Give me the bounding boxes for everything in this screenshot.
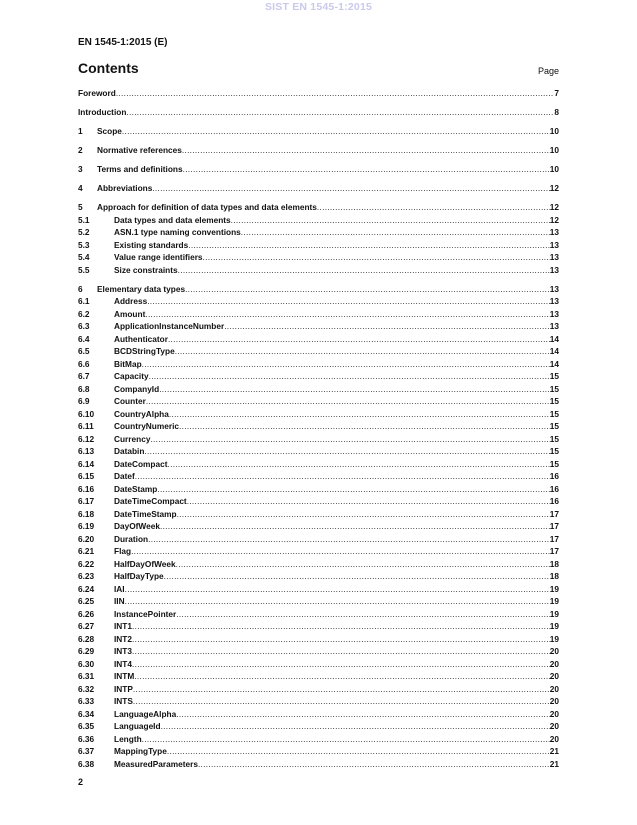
toc-entry-number: 6.10	[78, 408, 95, 419]
toc-entry-number: 3	[78, 164, 83, 174]
toc-leader-dots	[152, 182, 549, 195]
toc-entry-number: 6.34	[78, 708, 95, 719]
toc-entry[interactable]	[78, 483, 559, 496]
toc-entry[interactable]	[78, 570, 559, 583]
toc-entry-title: Duration	[114, 533, 149, 544]
toc-entry[interactable]	[78, 358, 559, 371]
toc-entry-page: 7	[554, 88, 559, 98]
toc-entry[interactable]	[78, 163, 559, 176]
toc-leader-dots	[167, 745, 550, 758]
toc-entry-title: Value range identifiers	[114, 252, 203, 262]
toc-entry[interactable]	[78, 182, 559, 195]
toc-entry-title: INT2	[114, 633, 132, 644]
toc-entry-page: 16	[549, 483, 559, 494]
page-number: 2	[78, 777, 84, 787]
toc-entry-title: DateStamp	[114, 483, 158, 494]
toc-entry-page: 19	[549, 621, 559, 631]
toc-entry-page: 20	[549, 696, 559, 706]
toc-entry[interactable]	[78, 383, 559, 396]
toc-entry-page: 20	[549, 721, 559, 731]
toc-leader-dots	[132, 645, 550, 658]
toc-entry-title: DateCompact	[114, 458, 168, 469]
toc-entry-title: Data types and data elements	[114, 214, 231, 225]
toc-entry-number: 6.17	[78, 496, 95, 506]
toc-entry-page: 13	[549, 227, 559, 237]
toc-entry[interactable]	[78, 670, 559, 683]
toc-entry[interactable]	[78, 458, 559, 471]
toc-leader-dots	[187, 495, 550, 508]
toc-entry-title: IAI	[114, 583, 125, 594]
toc-entry-page: 13	[549, 321, 559, 331]
toc-entry-title: HalfDayType	[114, 571, 164, 581]
toc-entry-title: Datef	[114, 471, 135, 481]
toc-entry-number: 6.13	[78, 446, 95, 456]
toc-entry-title: Introduction	[78, 107, 127, 117]
toc-leader-dots	[167, 458, 549, 471]
toc-entry-page: 19	[549, 608, 559, 619]
toc-entry-title: INTS	[114, 696, 133, 706]
toc-entry-page: 10	[549, 164, 559, 174]
toc-entry-page: 15	[549, 371, 559, 381]
toc-entry[interactable]	[78, 733, 559, 746]
toc-entry[interactable]	[78, 370, 559, 383]
toc-entry-number: 6.25	[78, 596, 95, 606]
toc-entry-number: 6.9	[78, 396, 90, 406]
toc-entry[interactable]	[78, 645, 559, 658]
toc-leader-dots	[175, 345, 550, 358]
toc-entry-page: 20	[549, 733, 559, 744]
toc-entry[interactable]	[78, 520, 559, 533]
toc-leader-dots	[144, 445, 549, 458]
toc-entry[interactable]	[78, 608, 559, 621]
toc-entry-page: 13	[549, 252, 559, 262]
toc-entry-page: 19	[549, 633, 559, 644]
toc-entry-title: Abbreviations	[97, 183, 153, 193]
toc-entry[interactable]	[78, 633, 559, 646]
toc-entry-number: 6.21	[78, 546, 95, 556]
toc-entry-number: 5.5	[78, 264, 90, 275]
toc-entry-title: CountryNumeric	[114, 421, 180, 431]
toc-leader-dots	[176, 608, 550, 621]
toc-entry-number: 5.2	[78, 227, 90, 237]
toc-leader-dots	[185, 283, 550, 296]
toc-entry-title: DateTimeStamp	[114, 508, 177, 519]
toc-entry-page: 12	[549, 214, 559, 225]
toc-entry-title: INT4	[114, 658, 132, 669]
toc-entry[interactable]	[78, 251, 559, 264]
toc-leader-dots	[241, 226, 550, 239]
toc-entry-number: 6.6	[78, 358, 90, 369]
toc-entry-number: 6.30	[78, 658, 95, 669]
toc-leader-dots	[133, 683, 550, 696]
toc-entry-page: 13	[549, 239, 559, 250]
toc-entry[interactable]	[78, 106, 559, 119]
toc-entry-number: 6.5	[78, 346, 90, 356]
toc-leader-dots	[132, 633, 550, 646]
toc-entry-number: 5.4	[78, 252, 90, 262]
toc-entry-title: BitMap	[114, 358, 142, 369]
toc-leader-dots	[125, 583, 550, 596]
toc-entry-number: 6.15	[78, 471, 95, 481]
toc-entry-number: 6.36	[78, 733, 95, 744]
toc-entry-number: 6.24	[78, 583, 95, 594]
toc-entry[interactable]	[78, 708, 559, 721]
toc-entry[interactable]	[78, 445, 559, 458]
toc-entry-number: 6.26	[78, 608, 95, 619]
toc-entry[interactable]	[78, 308, 559, 321]
toc-entry[interactable]	[78, 583, 559, 596]
toc-leader-dots	[182, 144, 550, 157]
toc-leader-dots	[168, 333, 550, 346]
toc-entry-number: 2	[78, 145, 83, 155]
toc-entry-page: 13	[549, 283, 559, 294]
toc-leader-dots	[231, 214, 550, 227]
toc-entry[interactable]	[78, 201, 559, 214]
toc-entry-number: 6.32	[78, 683, 95, 694]
toc-entry-title: Authenticator	[114, 333, 168, 344]
toc-entry-number: 6.23	[78, 571, 95, 581]
toc-entry-number: 6.8	[78, 383, 90, 394]
toc-leader-dots	[132, 620, 550, 633]
toc-entry[interactable]	[78, 620, 559, 633]
toc-leader-dots	[203, 251, 550, 264]
toc-entry-page: 15	[549, 383, 559, 394]
toc-entry-title: IIN	[114, 596, 125, 606]
toc-entry-title: Currency	[114, 433, 151, 444]
toc-leader-dots	[160, 520, 550, 533]
toc-entry-number: 6.38	[78, 758, 95, 769]
toc-leader-dots	[142, 358, 550, 371]
toc-leader-dots	[198, 758, 550, 771]
toc-entry-page: 15	[549, 421, 559, 431]
toc-entry-title: INT1	[114, 621, 132, 631]
toc-entry-title: INTP	[114, 683, 133, 694]
toc-entry-number: 6.4	[78, 333, 90, 344]
toc-entry-page: 8	[554, 107, 559, 117]
toc-entry-title: DateTimeCompact	[114, 496, 187, 506]
toc-leader-dots	[169, 408, 550, 421]
toc-entry-number: 6.16	[78, 483, 95, 494]
toc-entry-page: 21	[549, 746, 559, 756]
toc-leader-dots	[224, 320, 550, 333]
toc-entry-page: 14	[549, 358, 559, 369]
toc-entry-title: Scope	[97, 126, 122, 136]
toc-entry[interactable]	[78, 545, 559, 558]
toc-entry-page: 14	[549, 333, 559, 344]
toc-entry-number: 6.19	[78, 521, 95, 531]
toc-entry-page: 20	[549, 708, 559, 719]
toc-entry[interactable]	[78, 658, 559, 671]
toc-entry[interactable]	[78, 295, 559, 308]
toc-entry-page: 15	[549, 408, 559, 419]
toc-entry-title: INTM	[114, 671, 135, 681]
toc-entry-number: 5	[78, 202, 83, 212]
toc-entry-number: 6.31	[78, 671, 95, 681]
toc-entry-number: 6.22	[78, 558, 95, 569]
toc-entry-number: 6.35	[78, 721, 95, 731]
toc-entry-page: 16	[549, 496, 559, 506]
toc-entry-title: Capacity	[114, 371, 149, 381]
toc-entry-number: 6.27	[78, 621, 95, 631]
toc-entry-number: 6.12	[78, 433, 95, 444]
toc-entry[interactable]	[78, 345, 559, 358]
toc-entry-page: 20	[549, 671, 559, 681]
toc-entry[interactable]	[78, 395, 559, 408]
toc-leader-dots	[159, 383, 550, 396]
toc-entry-number: 6.29	[78, 646, 95, 656]
toc-entry[interactable]	[78, 508, 559, 521]
toc-leader-dots	[125, 595, 550, 608]
toc-leader-dots	[147, 295, 550, 308]
toc-leader-dots	[177, 508, 550, 521]
toc-entry[interactable]	[78, 264, 559, 277]
toc-leader-dots	[176, 558, 550, 571]
toc-entry-number: 6.11	[78, 421, 94, 431]
toc-entry-number: 6.33	[78, 696, 95, 706]
toc-entry-title: Size constraints	[114, 264, 178, 275]
toc-entry[interactable]	[78, 333, 559, 346]
toc-entry[interactable]	[78, 214, 559, 227]
toc-leader-dots	[161, 720, 550, 733]
toc-entry-title: LanguageId	[114, 721, 161, 731]
toc-entry-number: 6.2	[78, 308, 90, 319]
toc-entry-page: 15	[549, 458, 559, 469]
toc-entry-title: LanguageAlpha	[114, 708, 177, 719]
toc-leader-dots	[145, 308, 549, 321]
toc-entry-page: 15	[549, 396, 559, 406]
toc-entry[interactable]	[78, 283, 559, 296]
page-column-label: Page	[537, 66, 559, 76]
toc-leader-dots	[176, 708, 550, 721]
toc-entry-number: 6.1	[78, 296, 90, 306]
toc-entry-page: 15	[549, 433, 559, 444]
toc-leader-dots	[178, 264, 550, 277]
toc-leader-dots	[150, 433, 549, 446]
toc-entry-title: Normative references	[97, 145, 182, 155]
toc-entry-page: 14	[549, 346, 559, 356]
toc-leader-dots	[164, 570, 550, 583]
toc-entry-number: 1	[78, 126, 83, 136]
toc-leader-dots	[149, 370, 550, 383]
toc-entry-number: 6.20	[78, 533, 95, 544]
toc-entry-page: 13	[549, 264, 559, 275]
toc-leader-dots	[131, 545, 550, 558]
toc-entry-title: Databin	[114, 446, 145, 456]
toc-entry[interactable]	[78, 758, 559, 771]
toc-entry[interactable]	[78, 87, 559, 100]
toc-entry-title: Existing standards	[114, 239, 189, 250]
watermark: SIST EN 1545-1:2015	[264, 1, 373, 13]
toc-entry-number: 6.18	[78, 508, 95, 519]
toc-entry-page: 10	[549, 145, 559, 155]
toc-entry[interactable]	[78, 125, 559, 138]
toc-entry-page: 12	[549, 183, 559, 193]
toc-entry[interactable]	[78, 420, 559, 433]
toc-leader-dots	[134, 670, 549, 683]
toc-entry-title: DayOfWeek	[114, 521, 160, 531]
toc-entry-title: CountryAlpha	[114, 408, 169, 419]
toc-entry-title: Counter	[114, 396, 146, 406]
toc-entry-number: 5.3	[78, 239, 90, 250]
toc-entry[interactable]	[78, 239, 559, 252]
toc-entry[interactable]	[78, 470, 559, 483]
toc-entry[interactable]	[78, 495, 559, 508]
toc-entry-title: InstancePointer	[114, 608, 177, 619]
toc-entry[interactable]	[78, 408, 559, 421]
toc-leader-dots	[146, 395, 550, 408]
toc-entry-title: HalfDayOfWeek	[114, 558, 176, 569]
toc-entry-page: 18	[549, 571, 559, 581]
toc-entry-page: 17	[549, 521, 559, 531]
toc-entry-title: Flag	[114, 546, 132, 556]
toc-entry[interactable]	[78, 433, 559, 446]
toc-entry-page: 21	[549, 758, 559, 769]
toc-entry-number: 5.1	[78, 214, 90, 225]
toc-entry-number: 4	[78, 183, 83, 193]
toc-leader-dots	[116, 87, 555, 100]
toc-entry-page: 19	[549, 583, 559, 594]
toc-entry-title: Address	[114, 296, 148, 306]
document-id: EN 1545-1:2015 (E)	[78, 37, 168, 48]
toc-entry-title: Length	[114, 733, 142, 744]
toc-leader-dots	[179, 420, 550, 433]
toc-entry-title: CompanyId	[114, 383, 160, 394]
toc-entry[interactable]	[78, 144, 559, 157]
contents-heading: Contents	[78, 60, 139, 76]
toc-entry[interactable]	[78, 320, 559, 333]
toc-entry-number: 6.7	[78, 371, 90, 381]
toc-entry-title: Foreword	[78, 88, 116, 98]
toc-entry-number: 6.37	[78, 746, 95, 756]
toc-leader-dots	[133, 695, 550, 708]
toc-entry-page: 19	[549, 596, 559, 606]
toc-entry-page: 20	[549, 683, 559, 694]
toc-entry[interactable]	[78, 695, 559, 708]
toc-entry-title: Terms and definitions	[97, 164, 183, 174]
toc-entry-title: Amount	[114, 308, 146, 319]
toc-entry-title: Approach for definition of data types and data elements	[97, 202, 317, 212]
toc-entry-page: 10	[549, 126, 559, 136]
toc-entry[interactable]	[78, 558, 559, 571]
toc-entry-title: Elementary data types	[97, 283, 186, 294]
toc-entry[interactable]	[78, 745, 559, 758]
toc-entry-number: 6.28	[78, 633, 95, 644]
toc-entry-number: 6.14	[78, 458, 95, 469]
toc-entry-page: 20	[549, 646, 559, 656]
toc-entry-page: 20	[549, 658, 559, 669]
toc-entry-page: 13	[549, 308, 559, 319]
toc-leader-dots	[142, 733, 550, 746]
toc-entry-page: 13	[549, 296, 559, 306]
toc-leader-dots	[148, 533, 550, 546]
toc-leader-dots	[132, 658, 550, 671]
toc-entry[interactable]	[78, 595, 559, 608]
toc-entry-page: 17	[549, 546, 559, 556]
toc-leader-dots	[135, 470, 550, 483]
toc-entry-page: 12	[549, 202, 559, 212]
toc-entry-page: 17	[549, 508, 559, 519]
toc-entry-title: INT3	[114, 646, 132, 656]
toc-entry-title: ApplicationInstanceNumber	[114, 321, 225, 331]
toc-entry-number: 6	[78, 283, 83, 294]
toc-entry-page: 16	[549, 471, 559, 481]
table-of-contents	[78, 87, 559, 770]
toc-leader-dots	[183, 163, 550, 176]
toc-leader-dots	[317, 201, 550, 214]
toc-entry-title: MappingType	[114, 746, 167, 756]
toc-entry[interactable]	[78, 720, 559, 733]
toc-leader-dots	[122, 125, 550, 138]
toc-entry-number: 6.3	[78, 321, 90, 331]
toc-entry[interactable]	[78, 226, 559, 239]
toc-leader-dots	[157, 483, 549, 496]
toc-leader-dots	[126, 106, 554, 119]
toc-entry-page: 18	[549, 558, 559, 569]
toc-entry-page: 15	[549, 446, 559, 456]
toc-entry-title: ASN.1 type naming conventions	[114, 227, 241, 237]
toc-entry[interactable]	[78, 533, 559, 546]
toc-entry-title: BCDStringType	[114, 346, 175, 356]
toc-entry[interactable]	[78, 683, 559, 696]
toc-entry-title: MeasuredParameters	[114, 758, 198, 769]
toc-entry-page: 17	[549, 533, 559, 544]
toc-leader-dots	[188, 239, 550, 252]
